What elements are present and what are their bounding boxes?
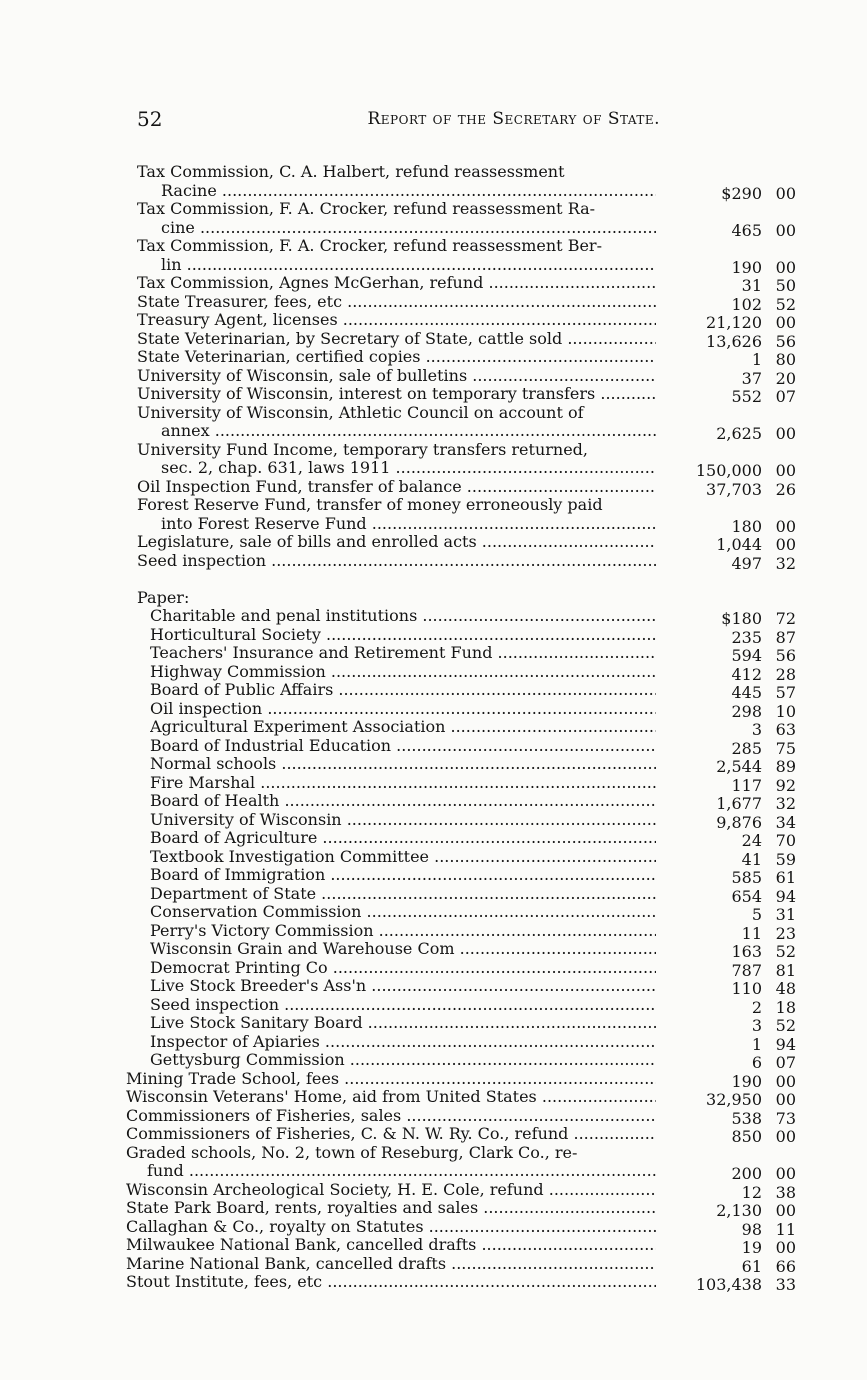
ledger-entry — [0, 681, 867, 700]
entry-description: Tax Commission, Agnes McGerhan, refund ..... — [137, 274, 656, 293]
amount-dollars: 37 — [741, 368, 762, 388]
amount-cents: 81 — [775, 960, 796, 980]
entry-line — [0, 385, 867, 404]
entry-description: lin ..... — [161, 256, 656, 275]
amount-dollars: 21,120 — [706, 313, 762, 332]
entry-description: Stout Institute, fees, etc ..... — [126, 1273, 656, 1292]
entry-line — [0, 1033, 867, 1052]
amount-cents: 00 — [775, 516, 796, 536]
ledger-entry — [0, 1125, 867, 1144]
amount-cents: 00 — [775, 461, 796, 480]
entry-description: Inspector of Apiaries ..... — [150, 1033, 656, 1052]
entry-line — [0, 441, 867, 460]
ledger-entry — [0, 1255, 867, 1274]
amount-dollars: 9,876 — [716, 812, 762, 832]
entry-amount — [676, 1276, 796, 1295]
page-header — [137, 107, 660, 137]
ledger-entry — [0, 404, 867, 441]
amount-dollars: 585 — [731, 868, 762, 887]
amount-dollars: 6 — [751, 1053, 762, 1072]
entry-description: Conservation Commission ..... — [150, 903, 656, 922]
entry-line — [0, 644, 867, 663]
ledger-entry — [0, 441, 867, 478]
ledger-entry — [0, 163, 867, 203]
amount-cents: 89 — [775, 757, 796, 776]
ledger-entry — [0, 774, 867, 793]
ledger-entry — [0, 478, 867, 497]
entry-description: Board of Immigration ..... — [150, 866, 656, 885]
amount-cents: 80 — [775, 350, 796, 369]
entry-description: fund ..... — [147, 1162, 656, 1181]
amount-cents: 33 — [775, 1275, 796, 1294]
amount-cents: 73 — [775, 1108, 796, 1128]
entry-description: Perry's Victory Commission ..... — [150, 922, 656, 941]
entry-line — [0, 219, 867, 238]
amount-dollars: 285 — [731, 738, 762, 758]
amount-cents: 92 — [775, 775, 796, 795]
amount-cents: 72 — [775, 609, 796, 628]
amount-cents: 00 — [775, 183, 796, 203]
entry-description: University of Wisconsin, Athletic Council on account of — [137, 403, 584, 422]
entry-line — [0, 1273, 867, 1292]
amount-cents: 00 — [775, 1071, 796, 1091]
amount-dollars: 2,625 — [716, 424, 762, 443]
amount-cents: 18 — [775, 997, 796, 1017]
ledger-entry — [0, 811, 867, 830]
entry-line — [0, 866, 867, 885]
ledger-entry — [0, 718, 867, 737]
ledger-entry — [0, 1181, 867, 1200]
amount-dollars: 235 — [731, 627, 762, 647]
entry-description: University Fund Income, temporary transfers returned, — [137, 440, 588, 459]
amount-cents: 38 — [775, 1182, 796, 1202]
ledger-entry — [0, 1070, 867, 1089]
amount-dollars: 32,950 — [706, 1090, 762, 1109]
ledger-entry — [0, 330, 867, 349]
amount-dollars: 102 — [731, 294, 762, 314]
amount-cents: 00 — [775, 1201, 796, 1220]
ledger-entry — [0, 607, 867, 626]
amount-dollars: 1,677 — [716, 794, 762, 813]
amount-dollars: 180 — [731, 516, 762, 536]
ledger-entry — [0, 274, 867, 293]
entry-description: Live Stock Breeder's Ass'n ..... — [150, 977, 656, 996]
amount-dollars: 5 — [751, 905, 762, 924]
amount-dollars: 3 — [751, 1016, 762, 1035]
entry-description: Agricultural Experiment Association ..... — [150, 718, 656, 737]
amount-dollars: 98 — [741, 1219, 762, 1239]
entry-description: Textbook Investigation Committee ..... — [150, 848, 656, 867]
entry-description: Fire Marshal ..... — [150, 774, 656, 793]
amount-cents: 66 — [775, 1256, 796, 1276]
entry-description: State Park Board, rents, royalties and sales ..... — [126, 1199, 656, 1218]
entry-description: annex ..... — [161, 422, 656, 441]
entry-description: University of Wisconsin ..... — [150, 811, 656, 830]
amount-cents: 52 — [775, 942, 796, 961]
amount-cents: 52 — [775, 1016, 796, 1035]
entry-description: into Forest Reserve Fund ..... — [161, 515, 656, 534]
amount-dollars: 11 — [741, 923, 762, 943]
ledger-entry — [0, 977, 867, 996]
entry-description: University of Wisconsin, interest on temporary transfers ..... — [137, 385, 656, 404]
ledger-entry — [0, 755, 867, 774]
amount-cents: 31 — [775, 905, 796, 924]
entry-line — [0, 1199, 867, 1218]
ledger-entry — [0, 996, 867, 1015]
amount-cents: 00 — [775, 1164, 796, 1183]
amount-dollars: 3 — [751, 720, 762, 739]
amount-dollars: 200 — [731, 1164, 762, 1183]
amount-cents: 94 — [775, 886, 796, 906]
entry-description: Gettysburg Commission ..... — [150, 1051, 656, 1070]
entry-description: Milwaukee National Bank, cancelled drafts ..... — [126, 1236, 656, 1255]
entry-description: Horticultural Society ..... — [150, 626, 656, 645]
ledger-entry — [0, 940, 867, 959]
amount-dollars: 13,626 — [706, 331, 762, 351]
amount-dollars: 190 — [731, 257, 762, 277]
amount-cents: 00 — [775, 313, 796, 332]
entry-line — [0, 533, 867, 552]
entry-description: Oil Inspection Fund, transfer of balance ..... — [137, 478, 656, 497]
amount-cents: 07 — [775, 1053, 796, 1072]
entry-description: Department of State ..... — [150, 885, 656, 904]
ledger-entry — [0, 533, 867, 552]
entry-description: State Veterinarian, certified copies ..... — [137, 348, 656, 367]
entry-description: Paper: — [137, 588, 190, 607]
entry-line — [0, 626, 867, 645]
entry-description: Charitable and penal institutions ..... — [150, 607, 656, 626]
entry-line — [0, 200, 867, 219]
amount-cents: 94 — [775, 1034, 796, 1054]
amount-dollars: $180 — [721, 609, 762, 628]
amount-cents: 56 — [775, 331, 796, 351]
amount-dollars: 117 — [731, 775, 762, 795]
amount-cents: 00 — [775, 1238, 796, 1257]
amount-dollars: 1 — [751, 1034, 762, 1054]
amount-cents: 61 — [775, 868, 796, 887]
ledger-entry — [0, 1199, 867, 1218]
ledger-entry — [0, 959, 867, 978]
ledger-entry — [0, 922, 867, 941]
entry-line — [0, 774, 867, 793]
amount-dollars: 1,044 — [716, 535, 762, 554]
entry-description: Teachers' Insurance and Retirement Fund ..... — [150, 644, 656, 663]
amount-dollars: 61 — [741, 1256, 762, 1276]
amount-cents: 52 — [775, 294, 796, 314]
entry-description: cine ..... — [161, 219, 656, 238]
entry-description: Callaghan & Co., royalty on Statutes ..... — [126, 1218, 656, 1237]
ledger-entry — [0, 848, 867, 867]
entry-line — [0, 996, 867, 1015]
amount-dollars: 465 — [731, 220, 762, 240]
entry-description: Board of Public Affairs ..... — [150, 681, 656, 700]
amount-cents: 07 — [775, 387, 796, 406]
entry-line — [0, 792, 867, 811]
entry-line — [0, 663, 867, 682]
amount-cents: 56 — [775, 646, 796, 665]
amount-cents: 11 — [775, 1219, 796, 1239]
ledger-entry — [0, 1088, 867, 1107]
entry-description: Oil inspection ..... — [150, 700, 656, 719]
amount-cents: 00 — [775, 220, 796, 240]
amount-dollars: 552 — [731, 387, 762, 406]
ledger-entry — [0, 866, 867, 885]
amount-cents: 75 — [775, 738, 796, 758]
amount-cents: 26 — [775, 479, 796, 499]
entry-description: State Veterinarian, by Secretary of State, cattle sold ..... — [137, 330, 656, 349]
amount-cents: 32 — [775, 553, 796, 573]
ledger-entry — [0, 1236, 867, 1255]
amount-dollars: 19 — [741, 1238, 762, 1257]
entry-description: Racine ..... — [161, 182, 656, 201]
entry-line — [0, 829, 867, 848]
entry-line — [0, 589, 867, 608]
amount-dollars: 163 — [731, 942, 762, 961]
entry-description: Marine National Bank, cancelled drafts ..... — [126, 1255, 656, 1274]
entry-line — [0, 1162, 867, 1181]
entry-description: Democrat Printing Co ..... — [150, 959, 656, 978]
ledger-entry — [0, 885, 867, 904]
entry-description: Commissioners of Fisheries, sales ..... — [126, 1107, 656, 1126]
amount-dollars: 787 — [731, 960, 762, 980]
amount-dollars: 2 — [751, 997, 762, 1017]
entry-description: Graded schools, No. 2, town of Reseburg, Clark Co., re- — [126, 1143, 578, 1162]
entry-description: Seed inspection ..... — [150, 996, 656, 1015]
entry-line — [0, 478, 867, 497]
amount-dollars: 298 — [731, 701, 762, 721]
entry-line — [0, 293, 867, 312]
entry-line — [0, 922, 867, 941]
amount-cents: 00 — [775, 535, 796, 554]
entry-line — [0, 848, 867, 867]
amount-cents: 63 — [775, 720, 796, 739]
amount-dollars: 103,438 — [695, 1275, 762, 1294]
running-title: Report of the Secretary of State. — [367, 109, 660, 129]
amount-cents: 00 — [775, 424, 796, 443]
amount-dollars: 412 — [731, 664, 762, 684]
amount-dollars: 594 — [731, 646, 762, 665]
amount-cents: 57 — [775, 683, 796, 702]
amount-cents: 32 — [775, 794, 796, 813]
entry-line — [0, 367, 867, 386]
ledger-entry — [0, 293, 867, 312]
entry-line — [0, 885, 867, 904]
entry-description: Live Stock Sanitary Board ..... — [150, 1014, 656, 1033]
entry-line — [0, 737, 867, 756]
amount-dollars: 31 — [741, 276, 762, 295]
entry-description: Legislature, sale of bills and enrolled acts ..... — [137, 533, 656, 552]
ledger-entry — [0, 385, 867, 404]
ledger-entry — [0, 1033, 867, 1052]
entry-description: sec. 2, chap. 631, laws 1911 ..... — [161, 459, 656, 478]
entry-line — [0, 182, 867, 201]
entry-description: Commissioners of Fisheries, C. & N. W. Ry. Co., refund ..... — [126, 1125, 656, 1144]
ledger-entry — [0, 1218, 867, 1237]
entry-line — [0, 718, 867, 737]
ledger-entry — [0, 644, 867, 663]
entry-description: Normal schools ..... — [150, 755, 656, 774]
entry-description: Wisconsin Archeological Society, H. E. Cole, refund ..... — [126, 1181, 656, 1200]
ledger-entry — [0, 626, 867, 645]
entry-description: Board of Health ..... — [150, 792, 656, 811]
amount-cents: 00 — [775, 257, 796, 277]
amount-cents: 00 — [775, 1127, 796, 1146]
entry-line — [0, 755, 867, 774]
entry-description: University of Wisconsin, sale of bulletins ..... — [137, 367, 656, 386]
entry-line — [0, 496, 867, 515]
ledger-entry — [0, 1273, 867, 1292]
amount-dollars: 497 — [731, 553, 762, 573]
section-gap — [0, 570, 867, 589]
amount-cents: 10 — [775, 701, 796, 721]
entry-line — [0, 607, 867, 626]
amount-dollars: 41 — [741, 849, 762, 869]
ledger-entry — [0, 237, 867, 277]
entry-description: Tax Commission, F. A. Crocker, refund reassessment Ber- — [137, 237, 602, 255]
ledger-entry — [0, 792, 867, 811]
entry-line — [0, 1125, 867, 1144]
entry-line — [0, 330, 867, 349]
ledger-entry — [0, 700, 867, 719]
entry-line — [0, 700, 867, 719]
entry-line — [0, 1218, 867, 1237]
amount-cents: 59 — [775, 849, 796, 869]
entry-description: Forest Reserve Fund, transfer of money erroneously paid — [137, 496, 603, 514]
ledger-entry — [0, 1051, 867, 1070]
amount-dollars: 12 — [741, 1182, 762, 1202]
entry-description: Highway Commission ..... — [150, 663, 656, 682]
entry-line — [0, 163, 867, 182]
ledger-entries — [0, 163, 867, 1292]
entry-line — [0, 1181, 867, 1200]
entry-description: State Treasurer, fees, etc ..... — [137, 293, 656, 312]
entry-line — [0, 348, 867, 367]
amount-cents: 28 — [775, 664, 796, 684]
entry-line — [0, 422, 867, 441]
amount-dollars: 850 — [731, 1127, 762, 1146]
amount-dollars: 1 — [751, 350, 762, 369]
amount-cents: 87 — [775, 627, 796, 647]
entry-line — [0, 1088, 867, 1107]
entry-line — [0, 1107, 867, 1126]
entry-line — [0, 311, 867, 330]
entry-line — [0, 1014, 867, 1033]
ledger-entry — [0, 552, 867, 571]
amount-dollars: 150,000 — [695, 461, 762, 480]
ledger-entry — [0, 737, 867, 756]
amount-cents: 00 — [775, 1090, 796, 1109]
amount-cents: 48 — [775, 979, 796, 998]
entry-line — [0, 404, 867, 423]
entry-line — [0, 1070, 867, 1089]
ledger-entry — [0, 367, 867, 386]
entry-line — [0, 552, 867, 571]
amount-cents: 23 — [775, 923, 796, 943]
entry-line — [0, 237, 867, 256]
entry-line — [0, 1255, 867, 1274]
page-number: 52 — [137, 107, 163, 131]
entry-line — [0, 1144, 867, 1163]
amount-cents: 50 — [775, 276, 796, 295]
entry-line — [0, 1051, 867, 1070]
amount-cents: 20 — [775, 368, 796, 388]
ledger-entry — [0, 829, 867, 848]
amount-dollars: 37,703 — [706, 479, 762, 499]
entry-line — [0, 977, 867, 996]
entry-description: Tax Commission, F. A. Crocker, refund reassessment Ra- — [137, 200, 596, 218]
entry-description: Board of Agriculture ..... — [150, 829, 656, 848]
ledger-entry — [0, 903, 867, 922]
ledger-entry — [0, 1144, 867, 1181]
entry-description: Wisconsin Veterans' Home, aid from United States ..... — [126, 1088, 656, 1107]
entry-line — [0, 1236, 867, 1255]
entry-description: Tax Commission, C. A. Halbert, refund reassessment — [137, 163, 565, 181]
amount-dollars: 2,544 — [716, 757, 762, 776]
amount-cents: 70 — [775, 831, 796, 850]
entry-line — [0, 940, 867, 959]
amount-dollars: 538 — [731, 1108, 762, 1128]
entry-description: Treasury Agent, licenses ..... — [137, 311, 656, 330]
amount-dollars: $290 — [721, 183, 762, 203]
amount-dollars: 2,130 — [716, 1201, 762, 1220]
entry-line — [0, 515, 867, 534]
amount-cents: 34 — [775, 812, 796, 832]
section-heading — [0, 589, 867, 608]
entry-line — [0, 459, 867, 478]
ledger-entry — [0, 663, 867, 682]
ledger-entry — [0, 1107, 867, 1126]
ledger-entry — [0, 348, 867, 367]
ledger-entry — [0, 496, 867, 536]
entry-line — [0, 811, 867, 830]
ledger-entry — [0, 311, 867, 330]
entry-line — [0, 256, 867, 275]
amount-dollars: 190 — [731, 1071, 762, 1091]
entry-line — [0, 959, 867, 978]
amount-dollars: 445 — [731, 683, 762, 702]
amount-dollars: 110 — [731, 979, 762, 998]
entry-description: Wisconsin Grain and Warehouse Com ..... — [150, 940, 656, 959]
ledger-entry — [0, 200, 867, 240]
entry-description: Seed inspection ..... — [137, 552, 656, 571]
entry-description: Board of Industrial Education ..... — [150, 737, 656, 756]
entry-line — [0, 681, 867, 700]
amount-dollars: 654 — [731, 886, 762, 906]
entry-line — [0, 903, 867, 922]
entry-line — [0, 274, 867, 293]
amount-dollars: 24 — [741, 831, 762, 850]
entry-description: Mining Trade School, fees ..... — [126, 1070, 656, 1089]
ledger-entry — [0, 1014, 867, 1033]
